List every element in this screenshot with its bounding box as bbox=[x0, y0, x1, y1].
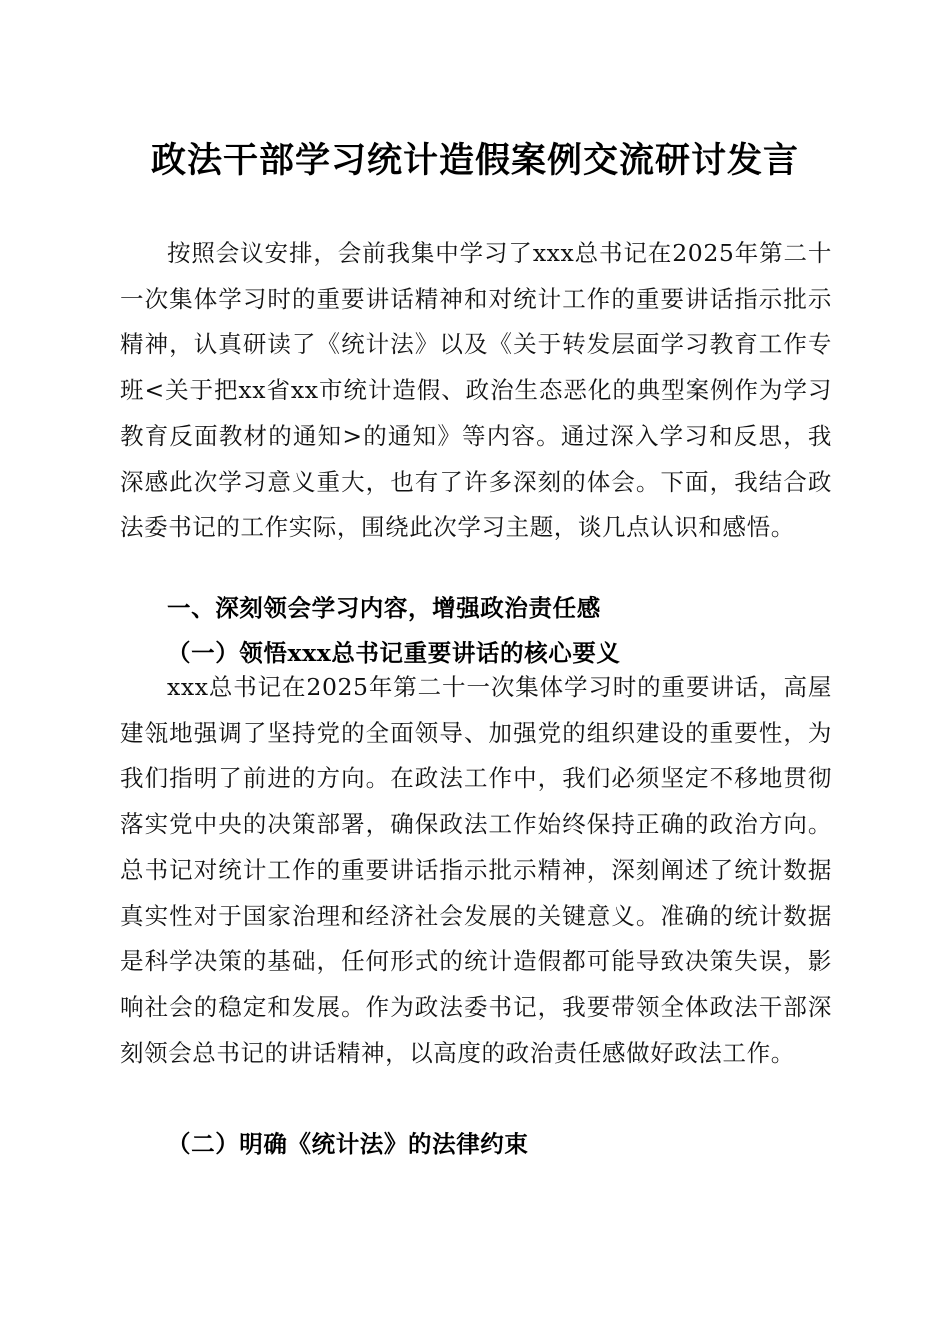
subsection-heading-2: （二）明确《统计法》的法律约束 bbox=[167, 1130, 529, 1158]
document-title: 政法干部学习统计造假案例交流研讨发言 bbox=[150, 140, 799, 181]
subsection-heading-1: （一）领悟xxx总书记重要讲话的核心要义 bbox=[167, 639, 621, 667]
intro-paragraph: 按照会议安排，会前我集中学习了xxx总书记在2025年第二十一次集体学习时的重要讲话精神和对统计工作的重要讲话指示批示精神，认真研读了《统计法》以及《关于转发层面学习教育工作专班<关于把xx省xx市统计造假、政治生态恶化的典型案例作为学习教育反面教材的通知>的通知》等内容。通过深入学习和反思，我深感此次学习意义重大，也有了许多深刻的体会。下面，我结合政法委书记的工作实际，围绕此次学习主题，谈几点认识和感悟。 bbox=[120, 239, 832, 542]
section-heading-1: 一、深刻领会学习内容，增强政治责任感 bbox=[167, 594, 601, 622]
subsection-1-paragraph: xxx总书记在2025年第二十一次集体学习时的重要讲话，高屋建瓴地强调了坚持党的全面领导、加强党的组织建设的重要性，为我们指明了前进的方向。在政法工作中，我们必须坚定不移地贯彻落实党中央的决策部署，确保政法工作始终保持正确的政治方向。总书记对统计工作的重要讲话指示批示精神，深刻阐述了统计数据真实性对于国家治理和经济社会发展的关键意义。准确的统计数据是科学决策的基础，任何形式的统计造假都可能导致决策失误，影响社会的稳定和发展。作为政法委书记，我要带领全体政法干部深刻领会总书记的讲话精神，以高度的政治责任感做好政法工作。 bbox=[120, 673, 832, 1067]
